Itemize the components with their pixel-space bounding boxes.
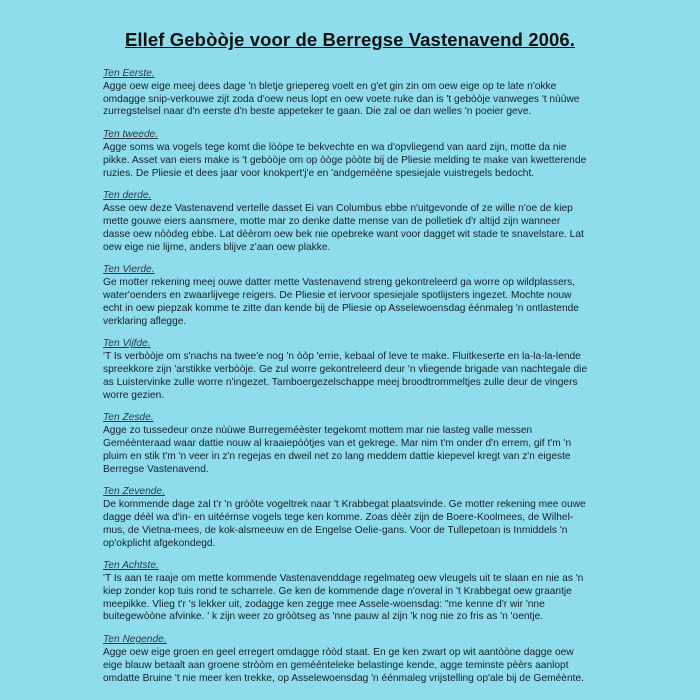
section-heading: Ten derde. xyxy=(103,190,152,202)
section-text-line: pikke. Asset van eiers make is 't gebòòje om op òòge pòòte bij de Pliesie melding te make van kwetterende xyxy=(103,154,587,166)
section xyxy=(103,338,623,402)
section-text-line: water'oenders en zwaarlijvege reigers. De Pliesie et iervoor spesiejale spotlijsters ingezet. Mochte nouw xyxy=(103,289,572,301)
section-text-line: eige blauw betaalt aan groene stròòm en geméénteleke belastinge kende, agge teminste pèèrs aanlopt xyxy=(103,659,569,671)
section-text-line: buitegewòòne afvinke. ' k zijn weer zo gròòtseg as 'nne pauw al zijn 'k nog nie zo fris as 'n 'oentje. xyxy=(103,611,544,623)
section-heading: Ten Achtste. xyxy=(103,560,159,572)
section-heading: Ten Eerste. xyxy=(103,68,155,79)
section-text-line: dasse oew nòòdeg ebbe. Lat dèèrom oew bek nie opebreke want voor dagget wit stade te snavelstare. Lat xyxy=(103,228,584,240)
section xyxy=(103,190,623,254)
section-text-line: 'T Is verbòòje om s'nachs na twee'e nog 'n òòp 'errie, kebaal of leve te make. Fluitkeserte en la-la-la-lende xyxy=(103,351,581,363)
section-text-line: op'okplicht afgekondegd. xyxy=(103,537,216,549)
section-text-line: mus, de Vietna-mees, de kok-alsmeeuw en de Engelse Oelie-gans. Voor de Tullepetoan is Inmiddels 'n xyxy=(103,524,568,536)
section-text-line: Agge zo tussedeur onze nùùwe Burregeméèster tegekomt mottem mar nie lasteg valle messen xyxy=(103,425,533,437)
section-text-line: meepikke. Vlieg t'r 's lekker uit, zodagge ken zegge mee Assele-woensdag: "me kenne d'r wir 'nne xyxy=(103,598,545,610)
section-text-line: as Luistervinke zulle worre n'ingezet. Tamboergezelschappe meej broodtrommeltjes zulle deur de vingers xyxy=(103,376,578,388)
section-heading: Ten Zevende. xyxy=(103,486,165,498)
section xyxy=(103,486,623,550)
section xyxy=(103,634,623,685)
section-text-line: Geméènteraad waar dattie nouw al kraaiepòòtjes van et gekrege. Mar nim t'm onder d'n errem, gif t'm 'n xyxy=(103,437,572,449)
section-text-line: worre gezien. xyxy=(103,389,165,401)
section-text-line: verklaring aflegge. xyxy=(103,315,187,327)
section-text-line: ruzies. De Pliesie et dees jaar voor knokpert'j'e en 'andgeméène spesiejale vuistregels bedocht. xyxy=(103,167,535,179)
section-text-line: 'T Is aan te raaje om mette kommende Vastenavenddage regelmateg oew vleugels uit te slaan en nie as 'n xyxy=(103,573,584,585)
section-heading: Ten tweede. xyxy=(103,129,159,141)
section-text-line: Agge oew eige meej dees dage 'n bletje griepereg voelt en g'et gin zin om oew eige op te late n'okke xyxy=(103,80,557,92)
section-text-line: De kommende dage zal t'r 'n gròòte vogeltrek naar 't Krabbegat plaatsvinde. Ge motter rekening mee ouwe xyxy=(103,499,586,511)
document-title: Ellef Gebòòje voor de Berregse Vastenavend 2006. xyxy=(124,29,576,50)
section-heading: Ten Negende. xyxy=(103,634,167,646)
section-text-line: Agge oew eige groen en geel erregert omdagge ròòd staat. En ge ken zwart op wit aantòòne dagge oew xyxy=(103,647,574,659)
document-body xyxy=(103,68,623,695)
section-text-line: spreekkore zijn 'arstikke verbòòje. Ge zul worre gekontreleerd deur 'n vliegende brigade van nachtegale die xyxy=(103,363,588,375)
section-text-line: kiep zonder kop tuis rond te scharrele. Ge ken de kommende dage n'overal in 't Krabbegat oew graantje xyxy=(103,585,572,597)
section-text-line: Berregse Vastenavend. xyxy=(103,463,209,475)
section xyxy=(103,412,623,476)
section-text-line: omdatte Bruine 't nie meer ken trekke, op Asselewoensdag 'n éénmaleg vrijstelling op'ale bij de Geméènte. xyxy=(103,672,584,684)
section-text-line: omdagge snip-verkouwe zijt zoda d'oew neus lopt en oew voete ruke dan is 't gebòòje vanweges 't nùùwe xyxy=(103,93,580,105)
section-text-line: Asse oew deze Vastenavend vertelle dasset Ei van Columbus ebbe n'uitgevonde of ze wille n'oe de kiep xyxy=(103,203,573,215)
section-text-line: zurregstelsel naar d'n eerste d'n beste appeteker te gaan. Die zal oe dan welles 'n poeier geve. xyxy=(103,106,532,118)
section-heading: Ten Vijfde. xyxy=(103,338,151,350)
section xyxy=(103,129,623,180)
section-heading: Ten Zesde. xyxy=(103,412,154,424)
section-text-line: Agge soms wa vogels tege komt die lòòpe te bekvechte en wa d'opvliegend van aard zijn, motte da nie xyxy=(103,141,567,153)
section-text-line: oew eige nie lijme, anders blijve z'aan oew plakke. xyxy=(103,241,331,253)
section-text-line: pluim en stik t'm 'n veer in z'n regejas en dweil net zo lang meddem dattie kiepevel kregt van z'n eigeste xyxy=(103,450,571,462)
section xyxy=(103,264,623,328)
section xyxy=(103,560,623,624)
section-text-line: Ge motter rekening meej ouwe datter mette Vastenavend streng gekontreleerd ga worre op wildplassers, xyxy=(103,277,576,289)
section-text-line: echt in oew piepzak komme te zitte dan kende bij de Pliesie op Asselewoensdag éénmaleg 'n ontlastende xyxy=(103,302,579,314)
section xyxy=(103,68,623,119)
section-heading: Ten Vierde. xyxy=(103,264,155,276)
section-text-line: dagge déèl wa d'in- en uitéémse vogels tege ken komme. Zoas dèèr zijn de Boere-Koolmees, de Wilhel- xyxy=(103,511,574,523)
section-text-line: mette gouwe eiers aansmere, motte mar zo denke datte mense van de polletiek d'r altijd zijn wanneer xyxy=(103,215,561,227)
